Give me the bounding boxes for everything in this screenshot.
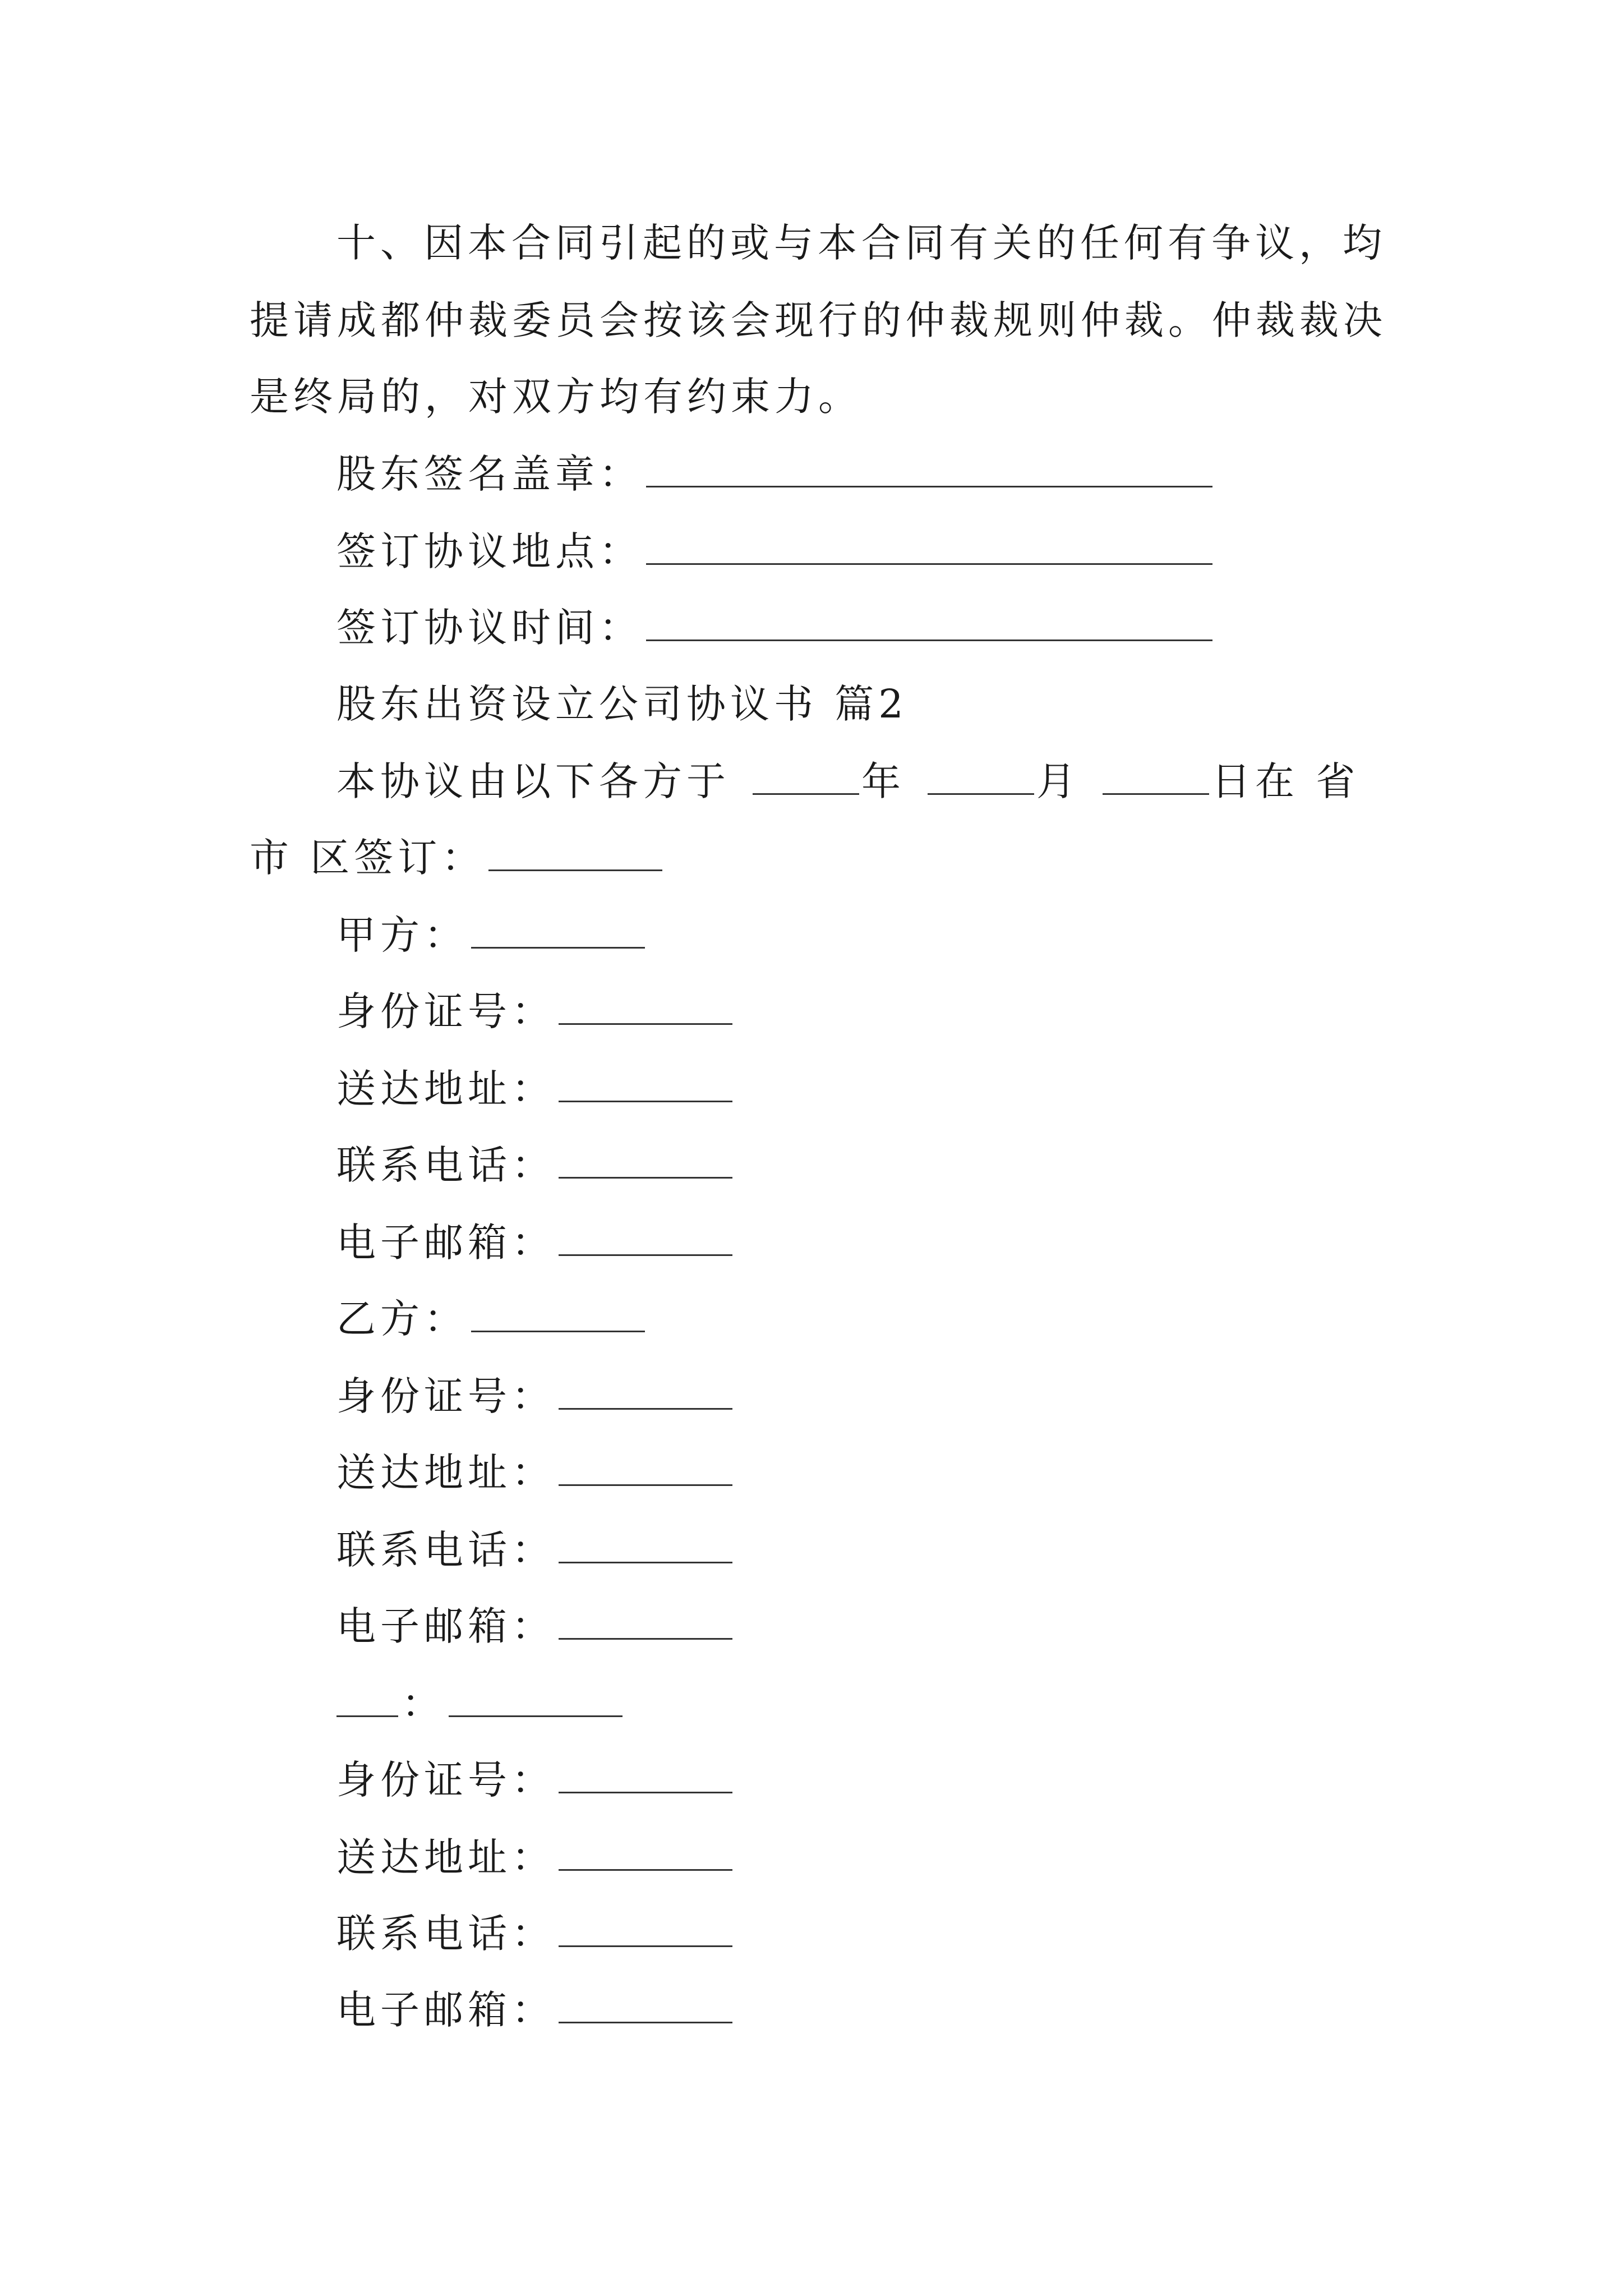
party-c-id-field[interactable] [559, 1758, 732, 1793]
seal-line [336, 449, 1212, 499]
party-b-id-line [336, 1371, 732, 1421]
party-a-address-line [336, 1064, 732, 1114]
month-field[interactable] [928, 760, 1034, 795]
party-a-line [336, 910, 645, 960]
time-field[interactable] [646, 606, 1212, 641]
place-label: 签订协议地点： [336, 528, 643, 574]
party-c-id-line [336, 1755, 732, 1805]
party-b-phone-line [336, 1525, 732, 1575]
place-field[interactable] [646, 530, 1212, 565]
place-line [336, 526, 1212, 577]
party-b-id-field[interactable] [559, 1374, 732, 1410]
party-a-address-label: 送达地址： [336, 1066, 555, 1112]
day-field[interactable] [1103, 760, 1209, 795]
party-c-address-line [336, 1832, 732, 1883]
party-c-address-field[interactable] [559, 1835, 732, 1871]
year-field[interactable] [753, 760, 859, 795]
party-c-id-label: 身份证号： [336, 1757, 555, 1803]
party-c-field[interactable] [449, 1682, 623, 1717]
party-c-email-line [336, 1985, 732, 2035]
intro-line2-text: 市 区签订： [250, 835, 486, 881]
party-a-field[interactable] [471, 913, 645, 949]
party-c-phone-field[interactable] [559, 1912, 732, 1947]
party-c-colon: ： [402, 1681, 445, 1727]
party-a-id-label: 身份证号： [336, 988, 555, 1034]
clause10-line1: 十、因本合同引起的或与本合同有关的任何有争议，均 [336, 220, 1386, 266]
party-c-line [336, 1678, 623, 1729]
party-a-id-field[interactable] [559, 990, 732, 1025]
intro-line1 [336, 756, 1359, 807]
seal-label: 股东签名盖章： [336, 451, 643, 497]
party-c-address-label: 送达地址： [336, 1834, 555, 1880]
party-b-email-line [336, 1601, 732, 1651]
party-a-label: 甲方： [336, 912, 468, 958]
party-b-address-field[interactable] [559, 1451, 732, 1486]
party-a-email-line [336, 1217, 732, 1268]
party-b-phone-label: 联系电话： [336, 1527, 555, 1573]
party-b-label: 乙方： [336, 1296, 468, 1342]
party-c-email-label: 电子邮箱： [336, 1987, 555, 2033]
party-b-field[interactable] [471, 1297, 645, 1332]
intro-prefix: 本协议由以下各方于 [336, 758, 730, 804]
intro-line2 [250, 832, 662, 883]
party-a-email-field[interactable] [559, 1221, 732, 1256]
seal-field[interactable] [646, 452, 1212, 487]
party-c-email-field[interactable] [559, 1988, 732, 2023]
time-label: 签订协议时间： [336, 605, 643, 651]
party-b-address-label: 送达地址： [336, 1450, 555, 1496]
time-line [336, 602, 1212, 653]
party-a-phone-line [336, 1140, 732, 1190]
party-b-address-line [336, 1447, 732, 1498]
party-b-line [336, 1294, 645, 1344]
party-a-phone-field[interactable] [559, 1143, 732, 1179]
party-b-id-label: 身份证号： [336, 1373, 555, 1419]
party-a-id-line [336, 986, 732, 1037]
party-c-phone-label: 联系电话： [336, 1911, 555, 1957]
party-b-phone-field[interactable] [559, 1528, 732, 1563]
party-b-email-field[interactable] [559, 1604, 732, 1640]
month-label: 月 [1036, 758, 1080, 804]
day-place-label: 日在 省 [1211, 758, 1360, 804]
clause10-line2: 提请成都仲裁委员会按该会现行的仲裁规则仲裁。仲裁裁决 [250, 297, 1387, 343]
clause10-line3: 是终局的，对双方均有约束力。 [250, 374, 862, 420]
party-a-address-field[interactable] [559, 1067, 732, 1102]
section-title: 股东出资设立公司协议书 篇2 [336, 681, 908, 727]
year-label: 年 [861, 758, 905, 804]
party-a-email-label: 电子邮箱： [336, 1220, 555, 1266]
party-c-name-field[interactable] [336, 1682, 398, 1717]
intro-line2-field[interactable] [488, 836, 662, 871]
party-b-email-label: 电子邮箱： [336, 1603, 555, 1649]
party-c-phone-line [336, 1908, 732, 1959]
party-a-phone-label: 联系电话： [336, 1142, 555, 1188]
